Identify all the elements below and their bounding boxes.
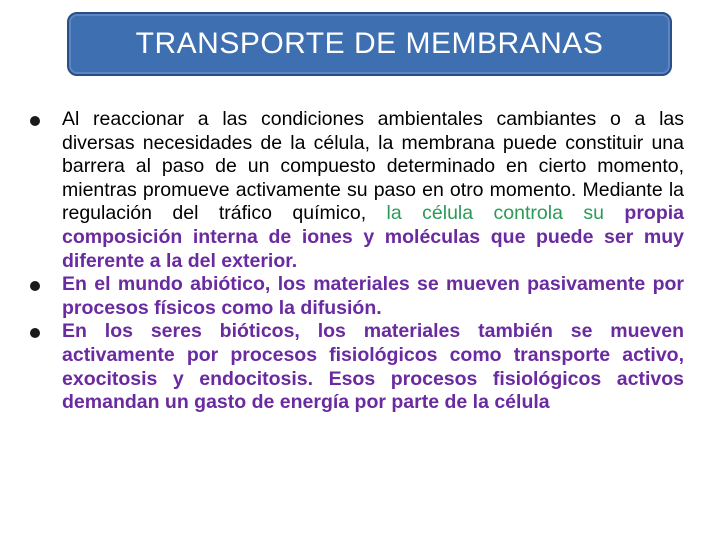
bullet-dot-icon xyxy=(30,328,40,338)
bullet-1-text-emphasis: propia composición interna de iones y moléculas que puede ser muy diferente a la del exterior. xyxy=(62,202,684,272)
list-item xyxy=(30,108,684,273)
list-item xyxy=(30,273,684,320)
page-title: TRANSPORTE DE MEMBRANAS xyxy=(135,27,604,60)
bullet-dot-icon xyxy=(30,116,40,126)
list-item xyxy=(30,320,684,414)
bullet-list xyxy=(30,108,684,415)
bullet-1-text-highlight: la célula controla su xyxy=(386,202,625,225)
bullet-3-text: En los seres bióticos, los materiales también se mueven activamente por procesos fisiológicos como transporte activo, exocitosis y endocitosis. Esos procesos fisiológicos activos demandan un gasto de energía por parte de la célula xyxy=(62,320,684,414)
bullet-dot-icon xyxy=(30,281,40,291)
bullet-1-text-plain: Al reaccionar a las condiciones ambientales cambiantes o a las diversas necesidades de la célula, la membrana puede constituir una barrera al paso de un compuesto determinado en cierto momento, mientras promueve activamente su paso en otro momento. Mediante la regulación del tráfico químico, xyxy=(62,108,684,225)
title-banner xyxy=(67,12,672,76)
bullet-2-text: En el mundo abiótico, los materiales se mueven pasivamente por procesos físicos como la difusión. xyxy=(62,273,684,319)
